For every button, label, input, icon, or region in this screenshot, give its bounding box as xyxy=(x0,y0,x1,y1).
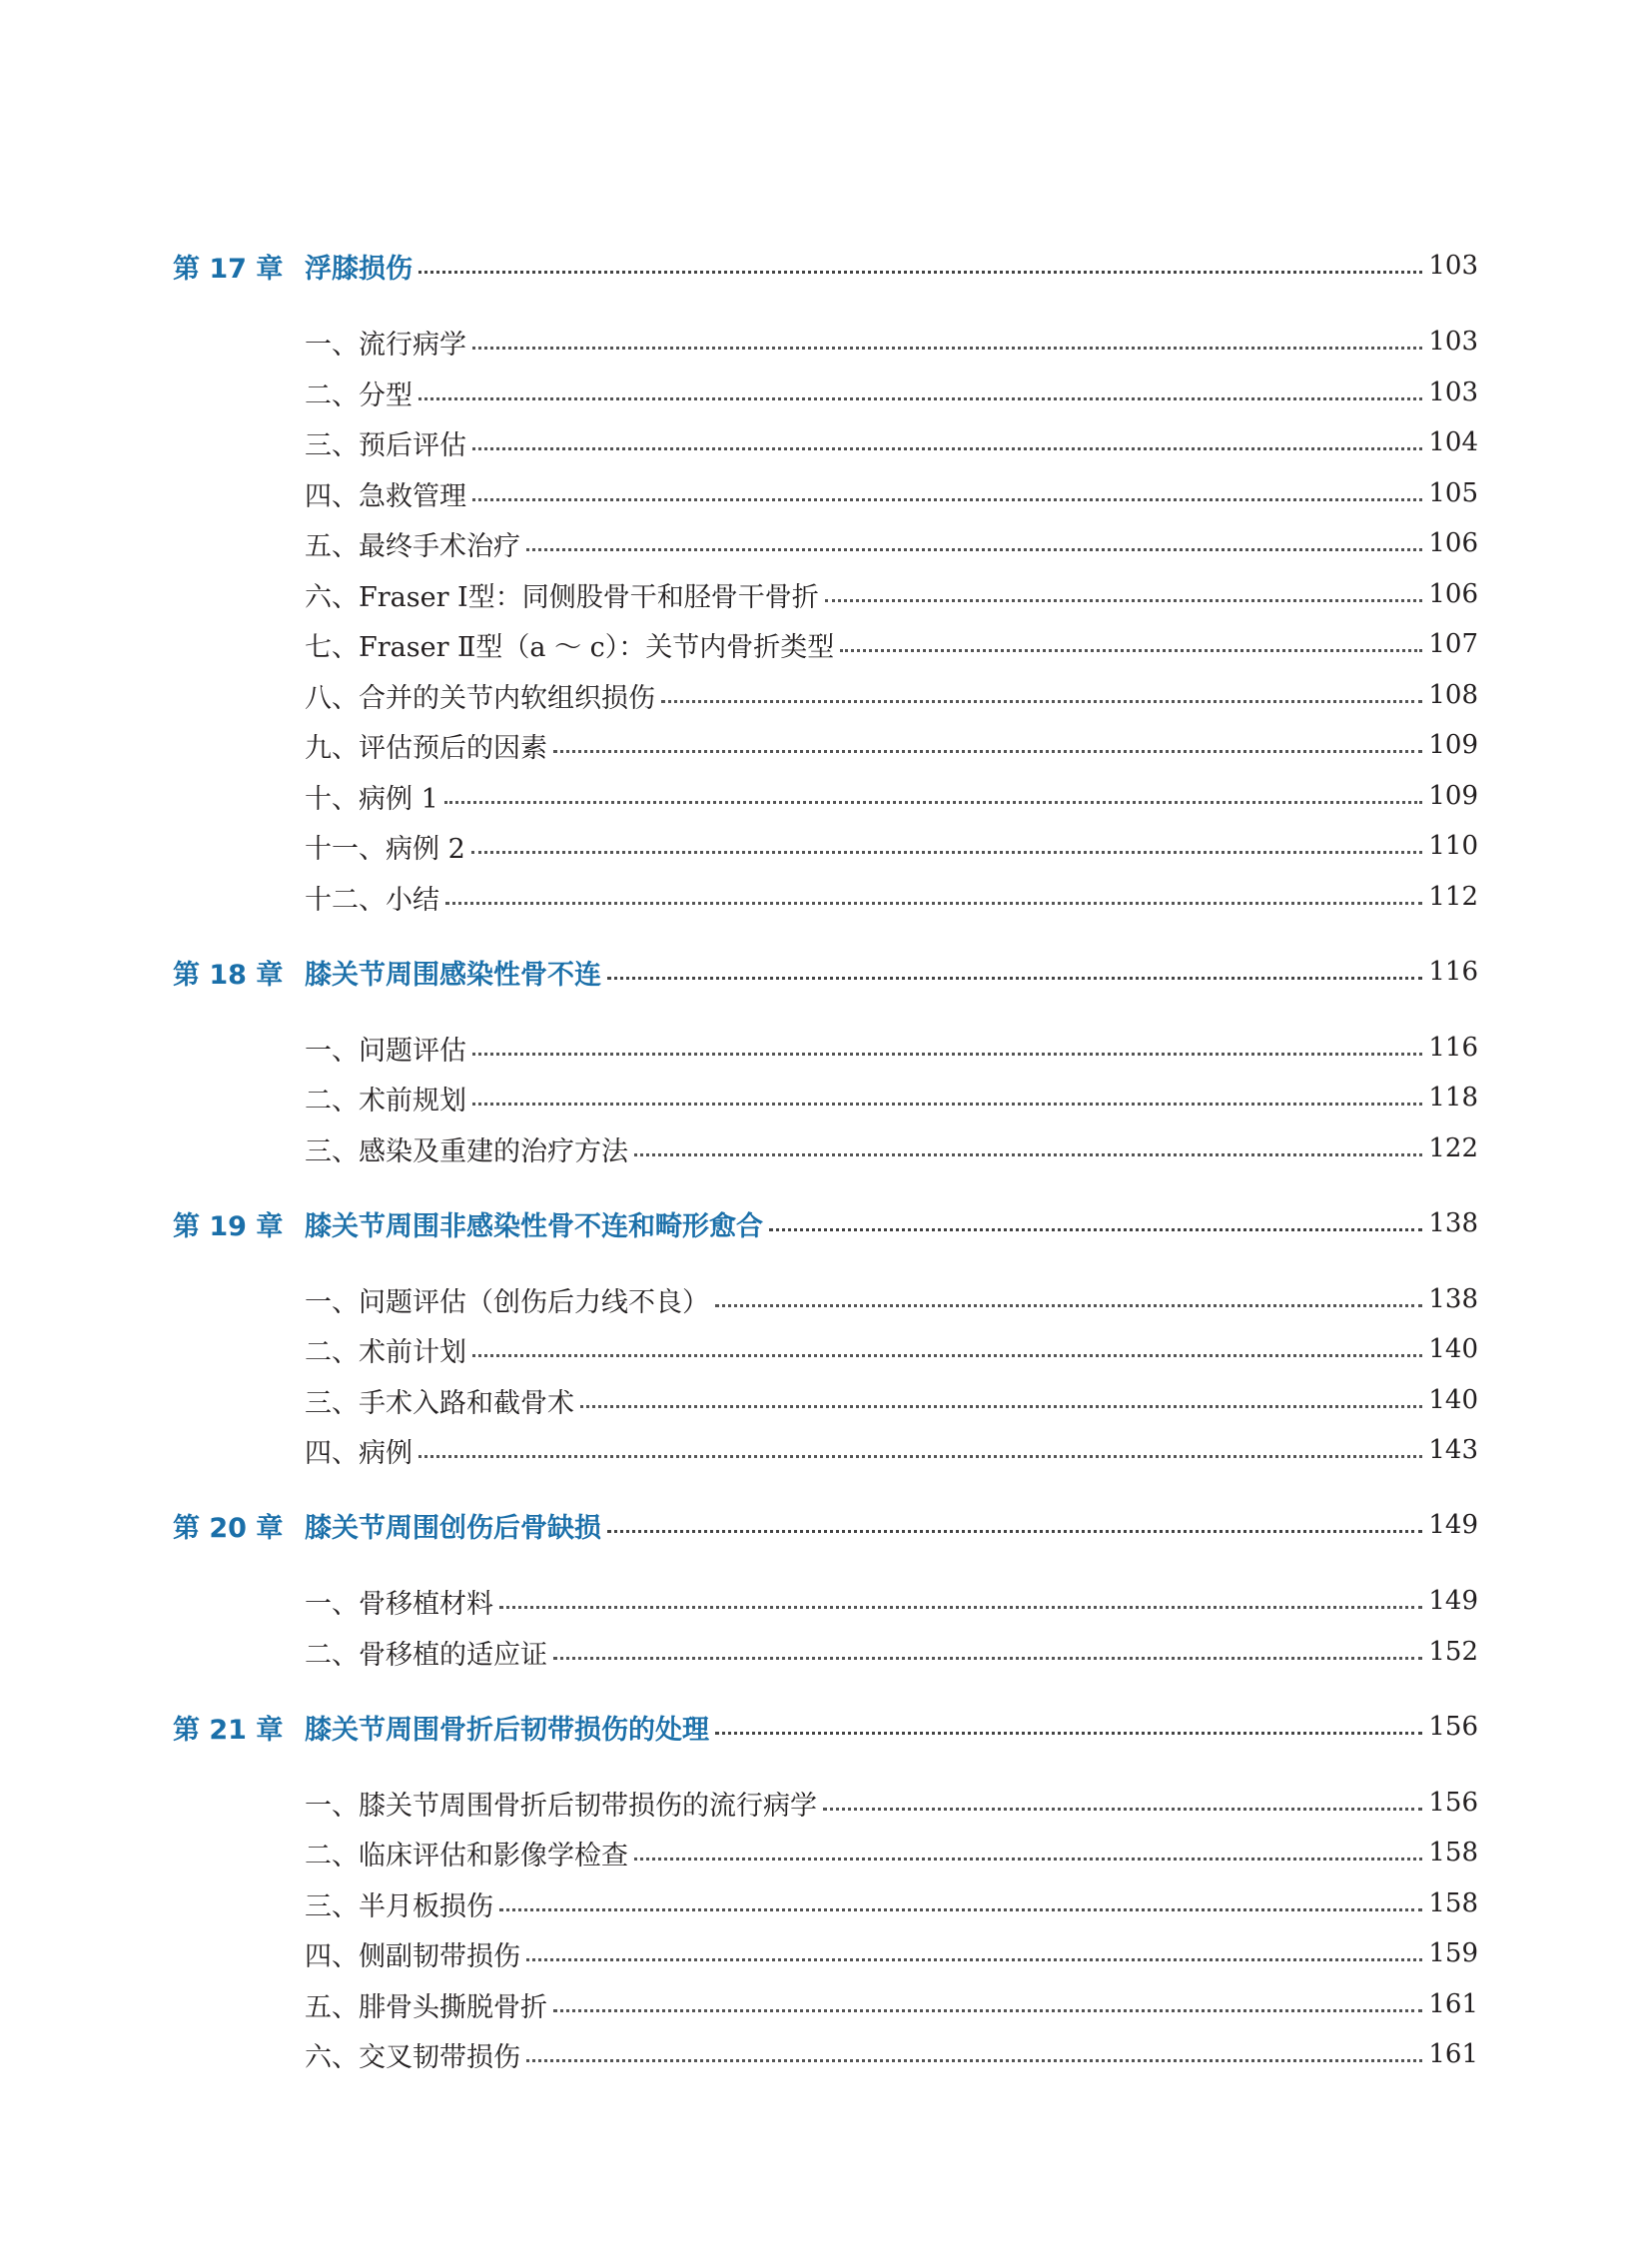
toc-entry[interactable] xyxy=(305,1430,1478,1470)
entry-title: 六、交叉韧带损伤 xyxy=(305,2041,520,2073)
toc-entry[interactable] xyxy=(305,1380,1478,1420)
chapter-title: 膝关节周围创伤后骨缺损 xyxy=(305,1512,601,1544)
page-number: 140 xyxy=(1428,1334,1478,1364)
page-number: 106 xyxy=(1428,528,1478,558)
page-number: 106 xyxy=(1428,579,1478,609)
entry-title: 九、评估预后的因素 xyxy=(305,732,547,764)
dot-leader xyxy=(634,1153,1422,1156)
page-number: 107 xyxy=(1428,629,1478,659)
entry-title: 四、急救管理 xyxy=(305,480,466,512)
dot-leader xyxy=(715,1304,1422,1307)
dot-leader xyxy=(472,498,1422,501)
page-number: 158 xyxy=(1428,1888,1478,1918)
toc-entry[interactable] xyxy=(305,877,1478,917)
dot-leader xyxy=(472,1053,1422,1056)
toc-entry[interactable] xyxy=(305,725,1478,765)
entry-title: 五、最终手术治疗 xyxy=(305,530,520,562)
page-number: 161 xyxy=(1428,1989,1478,2019)
dot-leader xyxy=(445,902,1422,905)
toc-entry[interactable] xyxy=(305,1984,1478,2024)
dot-leader xyxy=(444,801,1422,804)
page-number: 116 xyxy=(1428,1033,1478,1063)
page-number: 161 xyxy=(1428,2039,1478,2069)
entry-title: 二、术前计划 xyxy=(305,1336,466,1368)
entry-title: 十二、小结 xyxy=(305,884,439,916)
toc-entry[interactable] xyxy=(305,2034,1478,2074)
page-number: 105 xyxy=(1428,478,1478,508)
toc-entry[interactable] xyxy=(305,1581,1478,1621)
chapter-heading[interactable] xyxy=(173,246,1478,286)
entry-title: 一、问题评估 xyxy=(305,1035,466,1067)
page-number: 149 xyxy=(1428,1510,1478,1540)
toc-entry[interactable] xyxy=(305,523,1478,563)
entry-title: 三、半月板损伤 xyxy=(305,1890,493,1922)
entry-title: 十、病例 1 xyxy=(305,783,438,815)
toc-entry[interactable] xyxy=(305,1783,1478,1823)
toc-entry[interactable] xyxy=(305,373,1478,412)
page-number: 143 xyxy=(1428,1435,1478,1465)
entry-title: 四、侧副韧带损伤 xyxy=(305,1940,520,1972)
page-number: 103 xyxy=(1428,251,1478,281)
dot-leader xyxy=(471,851,1422,854)
chapter-heading[interactable] xyxy=(173,1707,1478,1747)
dot-leader xyxy=(634,1858,1422,1861)
dot-leader xyxy=(553,2009,1422,2012)
dot-leader xyxy=(472,1103,1422,1106)
entry-title: 十一、病例 2 xyxy=(305,833,465,865)
page-number: 118 xyxy=(1428,1083,1478,1113)
page-number: 103 xyxy=(1428,327,1478,357)
entry-title: 二、骨移植的适应证 xyxy=(305,1639,547,1671)
dot-leader xyxy=(553,1657,1422,1660)
dot-leader xyxy=(499,1606,1422,1609)
entry-title: 八、合并的关节内软组织损伤 xyxy=(305,682,655,714)
dot-leader xyxy=(526,2059,1422,2062)
chapter-number: 第 19 章 xyxy=(173,1210,284,1242)
page-number: 112 xyxy=(1428,882,1478,912)
toc-entry[interactable] xyxy=(305,322,1478,362)
chapter-number: 第 18 章 xyxy=(173,959,284,991)
dot-leader xyxy=(526,548,1422,551)
entry-title: 二、术前规划 xyxy=(305,1085,466,1117)
toc-entry[interactable] xyxy=(305,1329,1478,1369)
entry-title: 二、分型 xyxy=(305,379,413,411)
page-number: 140 xyxy=(1428,1385,1478,1415)
dot-leader xyxy=(825,599,1422,602)
entry-title: 三、预后评估 xyxy=(305,429,466,461)
toc-entry[interactable] xyxy=(305,624,1478,664)
page-number: 116 xyxy=(1428,957,1478,987)
page-number: 104 xyxy=(1428,427,1478,457)
dot-leader xyxy=(418,271,1422,274)
page-number: 110 xyxy=(1428,831,1478,861)
dot-leader xyxy=(823,1808,1422,1811)
page-number: 156 xyxy=(1428,1712,1478,1742)
page-number: 158 xyxy=(1428,1838,1478,1868)
entry-title: 一、膝关节周围骨折后韧带损伤的流行病学 xyxy=(305,1790,817,1822)
chapter-title: 膝关节周围非感染性骨不连和畸形愈合 xyxy=(305,1210,763,1242)
entry-title: 三、手术入路和截骨术 xyxy=(305,1387,574,1419)
entry-title: 三、感染及重建的治疗方法 xyxy=(305,1135,628,1167)
page-number: 138 xyxy=(1428,1284,1478,1314)
dot-leader xyxy=(472,347,1422,350)
dot-leader xyxy=(661,700,1422,703)
page-number: 138 xyxy=(1428,1208,1478,1238)
entry-title: 一、骨移植材料 xyxy=(305,1588,493,1620)
chapter-heading[interactable] xyxy=(173,952,1478,992)
page-number: 149 xyxy=(1428,1586,1478,1616)
page-number: 152 xyxy=(1428,1637,1478,1667)
dot-leader xyxy=(472,1354,1422,1357)
toc-entry[interactable] xyxy=(305,1632,1478,1672)
page-number: 159 xyxy=(1428,1938,1478,1968)
toc-entry[interactable] xyxy=(305,675,1478,715)
entry-title: 一、问题评估（创伤后力线不良） xyxy=(305,1286,709,1318)
page-number: 156 xyxy=(1428,1788,1478,1818)
dot-leader xyxy=(526,1958,1422,1961)
toc-entry[interactable] xyxy=(305,422,1478,462)
chapter-number: 第 17 章 xyxy=(173,253,284,285)
entry-title: 七、Fraser Ⅱ型（a ～ c）：关节内骨折类型 xyxy=(305,631,835,663)
dot-leader xyxy=(607,977,1422,980)
entry-title: 四、病例 xyxy=(305,1437,413,1469)
dot-leader xyxy=(607,1530,1422,1533)
dot-leader xyxy=(553,750,1422,753)
page-number: 109 xyxy=(1428,781,1478,811)
page-number: 103 xyxy=(1428,377,1478,407)
toc-entry[interactable] xyxy=(305,1833,1478,1872)
chapter-title: 浮膝损伤 xyxy=(305,253,413,285)
dot-leader xyxy=(418,1455,1422,1458)
toc-entry[interactable] xyxy=(305,1883,1478,1923)
toc-entry[interactable] xyxy=(305,1279,1478,1319)
toc-entry[interactable] xyxy=(305,1128,1478,1168)
chapter-title: 膝关节周围感染性骨不连 xyxy=(305,959,601,991)
dot-leader xyxy=(499,1908,1422,1911)
dot-leader xyxy=(715,1732,1422,1735)
toc-entry[interactable] xyxy=(305,776,1478,816)
dot-leader xyxy=(769,1228,1422,1231)
entry-title: 五、腓骨头撕脱骨折 xyxy=(305,1991,547,2023)
toc-entry[interactable] xyxy=(305,1078,1478,1118)
page-number: 122 xyxy=(1428,1133,1478,1163)
toc-entry[interactable] xyxy=(305,826,1478,866)
dot-leader xyxy=(840,649,1422,652)
dot-leader xyxy=(580,1405,1422,1408)
entry-title: 六、Fraser Ⅰ型：同侧股骨干和胫骨干骨折 xyxy=(305,581,819,613)
chapter-number: 第 20 章 xyxy=(173,1512,284,1544)
entry-title: 一、流行病学 xyxy=(305,329,466,361)
page-number: 108 xyxy=(1428,680,1478,710)
toc-entry[interactable] xyxy=(305,1028,1478,1068)
chapter-heading[interactable] xyxy=(173,1203,1478,1243)
entry-title: 二、临床评估和影像学检查 xyxy=(305,1840,628,1871)
chapter-heading[interactable] xyxy=(173,1505,1478,1545)
toc-entry[interactable] xyxy=(305,1933,1478,1973)
toc-entry[interactable] xyxy=(305,574,1478,614)
page-number: 109 xyxy=(1428,730,1478,760)
dot-leader xyxy=(472,447,1422,450)
chapter-title: 膝关节周围骨折后韧带损伤的处理 xyxy=(305,1714,709,1746)
chapter-number: 第 21 章 xyxy=(173,1714,284,1746)
toc-entry[interactable] xyxy=(305,473,1478,513)
dot-leader xyxy=(418,397,1422,400)
